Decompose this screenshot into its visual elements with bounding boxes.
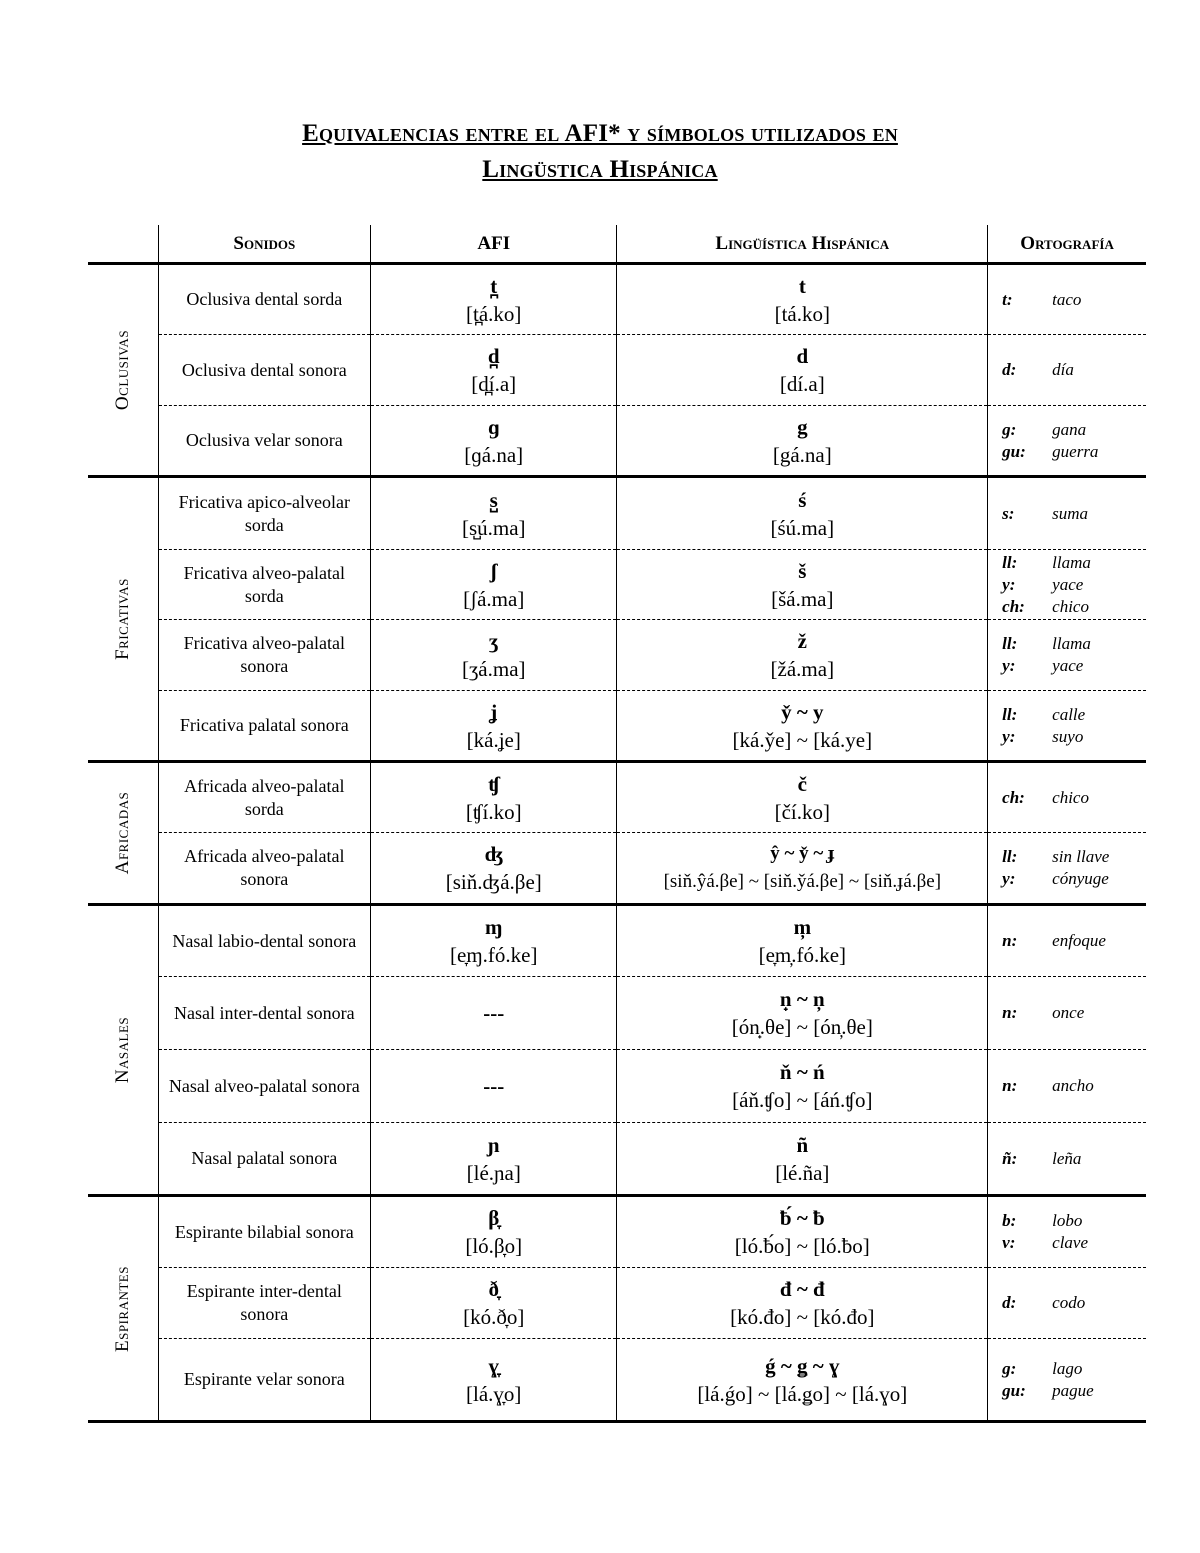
table-row (88, 762, 1146, 833)
lh-symbol: ǵ ~ ǥ ~ ɣ (765, 1353, 840, 1378)
orthography-letter: ll: (1002, 847, 1018, 866)
category-cell (88, 477, 158, 762)
lh-example: [ón̟.θe] ~ [ón̦.θe] (731, 1015, 873, 1039)
afi-symbol: ʃ (490, 558, 497, 583)
orthography-word: suma (1052, 503, 1089, 523)
afi-symbol: ʧ (488, 771, 500, 796)
afi-example: [ʧí.ko] (465, 799, 522, 824)
orthography-word: lago (1052, 1358, 1083, 1378)
lh-symbol: n̟ ~ n̦ (779, 987, 825, 1011)
document-title-line-2: Lingüstica Hispánica (482, 156, 718, 183)
lh-example: [dí.a] (779, 372, 825, 396)
afi-cell (371, 977, 617, 1050)
orthography-entry (1002, 503, 1146, 525)
category-cell (88, 905, 158, 1196)
orthography-entry (1002, 1002, 1146, 1024)
orthography-entry (1002, 1210, 1146, 1232)
orthography-cell (988, 335, 1146, 406)
category-label: Oclusivas (111, 329, 133, 411)
afi-cell (371, 1268, 617, 1339)
orthography-cell (988, 905, 1146, 977)
lh-symbol: đ ~ đ (779, 1277, 825, 1301)
afi-example: [ká.ʝe] (466, 727, 521, 752)
category-label: Nasales (111, 1016, 133, 1084)
afi-example: [e̞ɱ.fó.ke] (450, 943, 538, 967)
sound-description: Espirante velar sonora (158, 1339, 370, 1422)
afi-cell (371, 477, 617, 550)
afi-symbol: t̪ (490, 273, 498, 298)
afi-cell (371, 620, 617, 691)
sound-description: Fricativa palatal sonora (158, 691, 370, 762)
lh-example: [ló.ƀ́o] ~ [ló.ƀo] (734, 1234, 870, 1258)
afi-cell (371, 1050, 617, 1123)
orthography-entry (1002, 846, 1146, 868)
orthography-word: guerra (1052, 441, 1099, 461)
lh-cell (617, 1339, 988, 1422)
orthography-cell (988, 833, 1146, 905)
table-row (88, 335, 1146, 406)
orthography-word: clave (1052, 1233, 1089, 1252)
afi-example: [ló.β̞o] (465, 1234, 523, 1258)
table-row (88, 620, 1146, 691)
table-row (88, 1196, 1146, 1268)
header-empty (88, 225, 158, 264)
orthography-entry (1002, 1292, 1146, 1314)
lh-symbol: ň ~ ń (779, 1060, 825, 1084)
orthography-word: llama (1052, 552, 1091, 572)
lh-example: [e̞m̦.fó.ke] (758, 943, 847, 967)
category-label: Africadas (111, 791, 133, 875)
sound-description: Espirante bilabial sonora (158, 1196, 370, 1268)
orthography-cell (988, 406, 1146, 477)
orthography-cell (988, 762, 1146, 833)
afi-cell (371, 264, 617, 335)
table-row (88, 691, 1146, 762)
afi-example: [ʒá.ma] (461, 657, 526, 681)
afi-symbol: s̺ (489, 487, 498, 512)
afi-symbol: ɲ (487, 1132, 500, 1157)
sound-description: Oclusiva dental sonora (158, 335, 370, 406)
orthography-cell (988, 1196, 1146, 1268)
lh-symbol: ñ (796, 1132, 809, 1157)
orthography-word: taco (1052, 289, 1082, 309)
sound-description: Nasal inter-dental sonora (158, 977, 370, 1050)
orthography-entry (1002, 726, 1146, 748)
lh-example: [ká.y̌e] ~ [ká.ye] (732, 727, 873, 752)
afi-example: [ɡá.na] (464, 442, 524, 467)
lh-cell (617, 691, 988, 762)
orthography-cell (988, 977, 1146, 1050)
orthography-entry (1002, 441, 1146, 463)
orthography-letter: y: (1002, 656, 1016, 675)
lh-example: [śú.ma] (770, 515, 835, 540)
lh-cell (617, 335, 988, 406)
table-row (88, 1123, 1146, 1196)
table-header-row (88, 225, 1146, 264)
lh-cell (617, 620, 988, 691)
sound-description: Fricativa alveo-palatal sorda (158, 550, 370, 620)
afi-symbol: ɱ (484, 915, 503, 939)
table-row (88, 1339, 1146, 1422)
afi-example: [lé.ɲa] (466, 1160, 521, 1185)
orthography-entry (1002, 1380, 1146, 1402)
lh-cell (617, 264, 988, 335)
lh-example: [lé.ña] (775, 1160, 830, 1185)
lh-cell (617, 905, 988, 977)
orthography-word: pague (1052, 1380, 1094, 1400)
category-cell (88, 264, 158, 477)
sound-description: Africada alveo-palatal sorda (158, 762, 370, 833)
header-ortografia: Ortografía (988, 225, 1146, 264)
orthography-entry (1002, 596, 1146, 618)
lh-cell (617, 477, 988, 550)
lh-symbol: d (796, 344, 809, 368)
sound-description: Africada alveo-palatal sonora (158, 833, 370, 905)
orthography-entry (1002, 419, 1146, 441)
orthography-word: codo (1052, 1293, 1086, 1312)
afi-example: [d̪í.a] (471, 372, 517, 396)
table-row (88, 905, 1146, 977)
lh-symbol: č (797, 771, 807, 796)
category-label: Fricativas (111, 578, 133, 660)
afi-symbol: --- (483, 1001, 505, 1025)
orthography-entry (1002, 1148, 1146, 1170)
orthography-word: calle (1052, 704, 1086, 724)
orthography-word: día (1052, 360, 1074, 379)
orthography-letter: gu: (1002, 441, 1026, 461)
sound-description: Oclusiva velar sonora (158, 406, 370, 477)
sound-description: Nasal palatal sonora (158, 1123, 370, 1196)
orthography-letter: d: (1002, 1293, 1017, 1312)
orthography-cell (988, 1339, 1146, 1422)
afi-symbol: ʝ (490, 699, 498, 724)
afi-example: [ʃá.ma] (463, 586, 525, 611)
afi-symbol: ɣ̞ (488, 1353, 499, 1378)
sound-description: Espirante inter-dental sonora (158, 1268, 370, 1339)
table-row (88, 550, 1146, 620)
orthography-word: sin llave (1052, 847, 1110, 866)
lh-cell (617, 762, 988, 833)
afi-cell (371, 905, 617, 977)
lh-symbol: ŷ ~ y̌ ~ ɟ (770, 843, 835, 864)
orthography-cell (988, 550, 1146, 620)
orthography-entry (1002, 552, 1146, 574)
lh-example: [čí.ko] (774, 799, 831, 824)
orthography-letter: ch: (1002, 787, 1025, 807)
lh-cell (617, 550, 988, 620)
orthography-word: suyo (1052, 726, 1084, 746)
afi-symbol: ð̞ (488, 1277, 499, 1301)
orthography-letter: n: (1002, 1003, 1018, 1022)
lh-symbol: y̌ ~ y (781, 699, 824, 724)
lh-example: [tá.ko] (774, 301, 831, 326)
afi-symbol: --- (483, 1074, 505, 1098)
header-sonidos: Sonidos (158, 225, 370, 264)
afi-example: [siň.ʤá.βe] (445, 870, 542, 894)
orthography-letter: y: (1002, 869, 1016, 888)
sound-description: Nasal alveo-palatal sonora (158, 1050, 370, 1123)
orthography-letter: d: (1002, 360, 1017, 379)
orthography-entry (1002, 868, 1146, 890)
afi-cell (371, 1123, 617, 1196)
orthography-word: yace (1052, 656, 1084, 675)
orthography-cell (988, 1123, 1146, 1196)
orthography-entry (1002, 704, 1146, 726)
lh-symbol: t (798, 273, 806, 298)
table-row (88, 477, 1146, 550)
orthography-word: gana (1052, 419, 1087, 439)
orthography-letter: y: (1002, 726, 1016, 746)
afi-cell (371, 335, 617, 406)
afi-example: [lá.ɣ̞o] (466, 1381, 522, 1406)
orthography-entry (1002, 289, 1146, 311)
orthography-word: lobo (1052, 1211, 1083, 1230)
afi-cell (371, 762, 617, 833)
afi-symbol: β̞ (488, 1206, 500, 1230)
lh-example: [áň.ʧo] ~ [áń.ʧo] (732, 1088, 873, 1112)
sound-description: Fricativa apico-alveolar sorda (158, 477, 370, 550)
lh-example: [lá.ǵo] ~ [lá.ǥo] ~ [lá.ɣo] (697, 1381, 908, 1406)
table-body (88, 264, 1146, 1422)
orthography-letter: y: (1002, 574, 1016, 594)
afi-symbol: ɡ (487, 414, 500, 439)
orthography-word: cónyuge (1052, 869, 1109, 888)
table-row (88, 833, 1146, 905)
afi-symbol: ʤ (484, 842, 503, 866)
orthography-word: llama (1052, 634, 1091, 653)
lh-example: [kó.đo] ~ [kó.đo] (730, 1305, 875, 1329)
category-label: Espirantes (111, 1265, 133, 1352)
table-row (88, 406, 1146, 477)
afi-cell (371, 1196, 617, 1268)
header-linguistica-hispanica: Lingüística Hispánica (617, 225, 988, 264)
orthography-letter: ll: (1002, 634, 1018, 653)
category-cell (88, 762, 158, 905)
lh-symbol: ƀ́ ~ ƀ (779, 1206, 825, 1230)
lh-example: [šá.ma] (771, 586, 834, 611)
orthography-entry (1002, 930, 1146, 952)
afi-cell (371, 691, 617, 762)
afi-cell (371, 406, 617, 477)
equivalence-table (88, 225, 1146, 1423)
orthography-word: chico (1052, 596, 1089, 616)
lh-cell (617, 1268, 988, 1339)
category-cell (88, 1196, 158, 1422)
orthography-word: enfoque (1052, 931, 1106, 950)
table-row (88, 1268, 1146, 1339)
orthography-cell (988, 620, 1146, 691)
orthography-letter: v: (1002, 1233, 1016, 1252)
header-afi: AFI (371, 225, 617, 264)
orthography-letter: b: (1002, 1211, 1017, 1230)
lh-example: [žá.ma] (770, 657, 835, 681)
orthography-letter: n: (1002, 1076, 1018, 1095)
lh-symbol: š (798, 558, 807, 583)
lh-cell (617, 977, 988, 1050)
orthography-entry (1002, 574, 1146, 596)
lh-example: [siň.ŷá.βe] ~ [siň.y̌á.βe] ~ [siň.ɟá.βe] (663, 871, 942, 892)
orthography-letter: ñ: (1002, 1148, 1018, 1168)
table-row (88, 1050, 1146, 1123)
orthography-entry (1002, 1075, 1146, 1097)
table-row (88, 264, 1146, 335)
lh-example: [gá.na] (772, 442, 832, 467)
sound-description: Oclusiva dental sorda (158, 264, 370, 335)
afi-example: [s̺ú.ma] (461, 515, 526, 540)
afi-example: [t̪á.ko] (466, 301, 522, 326)
orthography-letter: ll: (1002, 704, 1018, 724)
lh-symbol: ś (798, 487, 807, 512)
orthography-cell (988, 264, 1146, 335)
sound-description: Nasal labio-dental sonora (158, 905, 370, 977)
afi-cell (371, 1339, 617, 1422)
orthography-cell (988, 477, 1146, 550)
lh-symbol: m̦ (793, 915, 812, 939)
orthography-letter: gu: (1002, 1380, 1026, 1400)
orthography-entry (1002, 633, 1146, 655)
lh-cell (617, 1050, 988, 1123)
orthography-word: leña (1052, 1148, 1082, 1168)
orthography-letter: n: (1002, 931, 1018, 950)
table-row (88, 977, 1146, 1050)
lh-cell (617, 833, 988, 905)
lh-cell (617, 406, 988, 477)
orthography-entry (1002, 655, 1146, 677)
orthography-letter: ll: (1002, 552, 1018, 572)
orthography-cell (988, 691, 1146, 762)
sound-description: Fricativa alveo-palatal sonora (158, 620, 370, 691)
afi-cell (371, 833, 617, 905)
afi-example: [kó.ð̞o] (463, 1305, 525, 1329)
orthography-cell (988, 1050, 1146, 1123)
orthography-entry (1002, 1358, 1146, 1380)
afi-symbol: d̪ (487, 344, 500, 368)
orthography-cell (988, 1268, 1146, 1339)
afi-symbol: ʒ (488, 629, 499, 653)
orthography-entry (1002, 787, 1146, 809)
document-title-line-1: Equivalencias entre el AFI* y símbolos utilizados en (302, 120, 898, 147)
orthography-word: once (1052, 1003, 1085, 1022)
lh-symbol: ž (797, 629, 807, 653)
orthography-letter: s: (1002, 503, 1015, 523)
orthography-word: yace (1052, 574, 1084, 594)
orthography-letter: g: (1002, 1358, 1017, 1378)
orthography-word: ancho (1052, 1076, 1094, 1095)
lh-cell (617, 1123, 988, 1196)
orthography-letter: t: (1002, 289, 1013, 309)
orthography-entry (1002, 359, 1146, 381)
lh-symbol: g (797, 414, 808, 439)
lh-cell (617, 1196, 988, 1268)
afi-cell (371, 550, 617, 620)
orthography-word: chico (1052, 787, 1089, 807)
orthography-entry (1002, 1232, 1146, 1254)
orthography-letter: ch: (1002, 596, 1025, 616)
orthography-letter: g: (1002, 419, 1017, 439)
